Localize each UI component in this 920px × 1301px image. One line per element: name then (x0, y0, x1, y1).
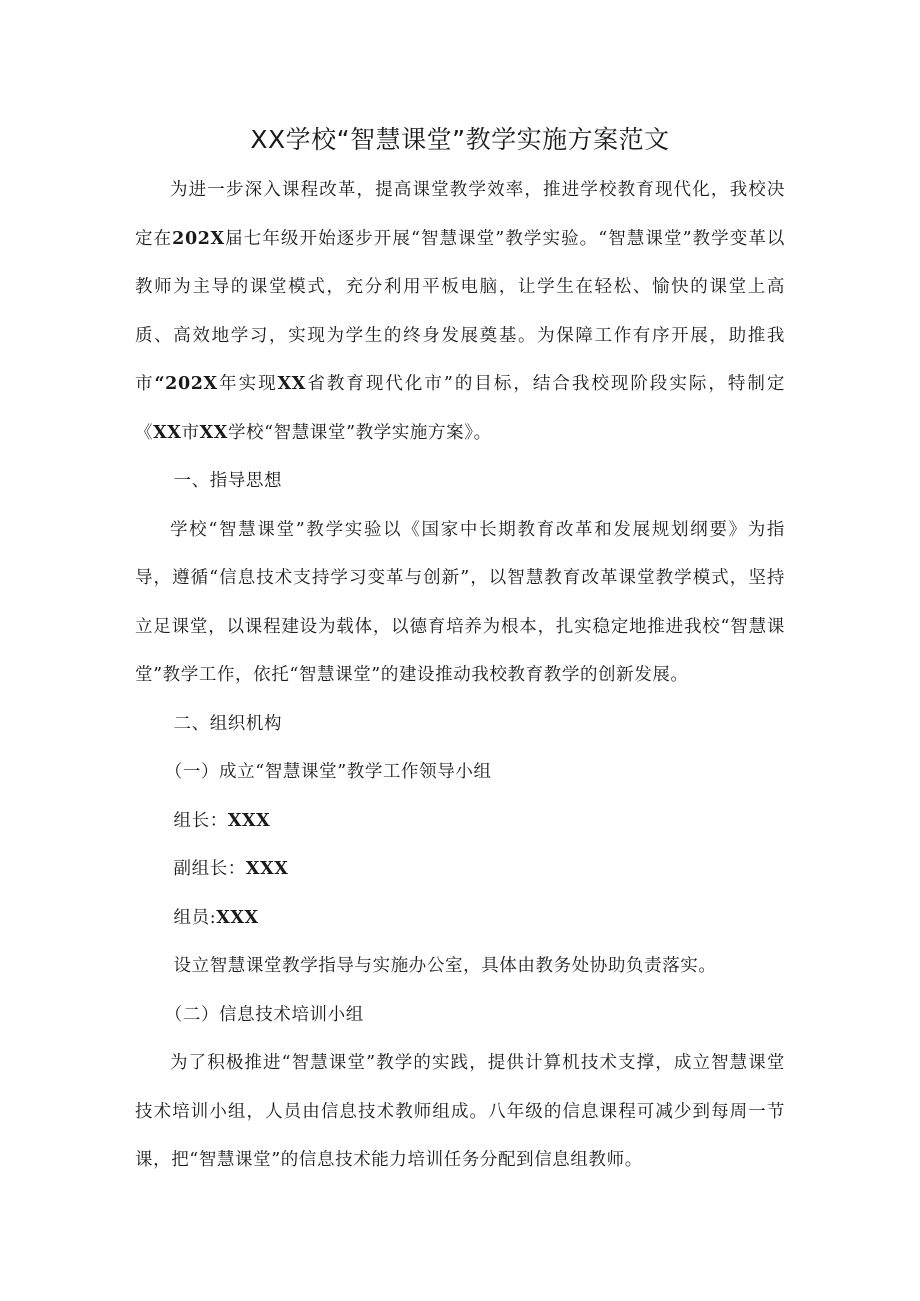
member-value: XXX (216, 907, 259, 928)
deputy-line (135, 845, 785, 894)
section1-heading: 一、指导思想 (173, 471, 283, 491)
intro-school: XX (199, 422, 228, 443)
leader-value: XXX (227, 810, 271, 831)
document-title: XX学校“智慧课堂”教学实施方案范文 (250, 125, 670, 154)
intro-province: XX (277, 374, 306, 394)
sub2-body: 为了积极推进“智慧课堂”教学的实践，提供计算机技术支撑，成立智慧课堂技术培训小组，人员由信息技术教师组成。八年级的信息课程可减少到每周一节课，把“智慧课堂”的信息技术能力培训任务分配到信息组教师。 (135, 1053, 785, 1170)
deputy-label: 副组长： (173, 859, 246, 879)
deputy-value: XXX (245, 859, 289, 879)
intro-text-1: 为进一步深入课程改革，提高课堂教学效率，推进学校教育现代化，我校决定在 (135, 180, 785, 249)
intro-text-5: 市 (181, 422, 200, 443)
intro-year-1: 202X (172, 228, 225, 249)
intro-text-3: 年实现 (217, 374, 278, 394)
intro-text-6: 学校“智慧课堂”教学实施方案》。 (227, 422, 492, 443)
office-line: 设立智慧课堂教学指导与实施办公室，具体由教务处协助负责落实。 (173, 956, 717, 976)
member-label: 组员: (173, 907, 217, 928)
section2-heading: 二、组织机构 (173, 713, 283, 734)
intro-paragraph (135, 166, 785, 457)
leader-line (135, 797, 785, 846)
intro-text-2: 届七年级开始逐步开展“智慧课堂”教学实验。“智慧课堂”教学变革以教师为主导的课堂模式，充分利用平板电脑，让学生在轻松、愉快的课堂上高质、高效地学习，实现为学生的终身发展奠基。为保障工作有序开展，助推我市 (135, 228, 786, 394)
intro-year-2: “202X (154, 374, 218, 394)
intro-text-4: 省教育现代化市”的目标，结合我校现阶段实际，特制定《 (135, 374, 785, 443)
member-line (135, 894, 785, 943)
sub1-heading: （一）成立“智慧课堂”教学工作领导小组 (164, 762, 492, 782)
leader-label: 组长： (173, 810, 228, 831)
sub2-heading: （二）信息技术培训小组 (164, 1004, 364, 1025)
section1-body: 学校“智慧课堂”教学实验以《国家中长期教育改革和发展规划纲要》为指导，遵循“信息技术支持学习变革与创新”，以智慧教育改革课堂教学模式，坚持立足课堂，以课程建设为载体，以德育培养为根本，扎实稳定地推进我校“智慧课堂”教学工作，依托“智慧课堂”的建设推动我校教育教学的创新发展。 (135, 519, 785, 685)
intro-city: XX (153, 422, 182, 443)
